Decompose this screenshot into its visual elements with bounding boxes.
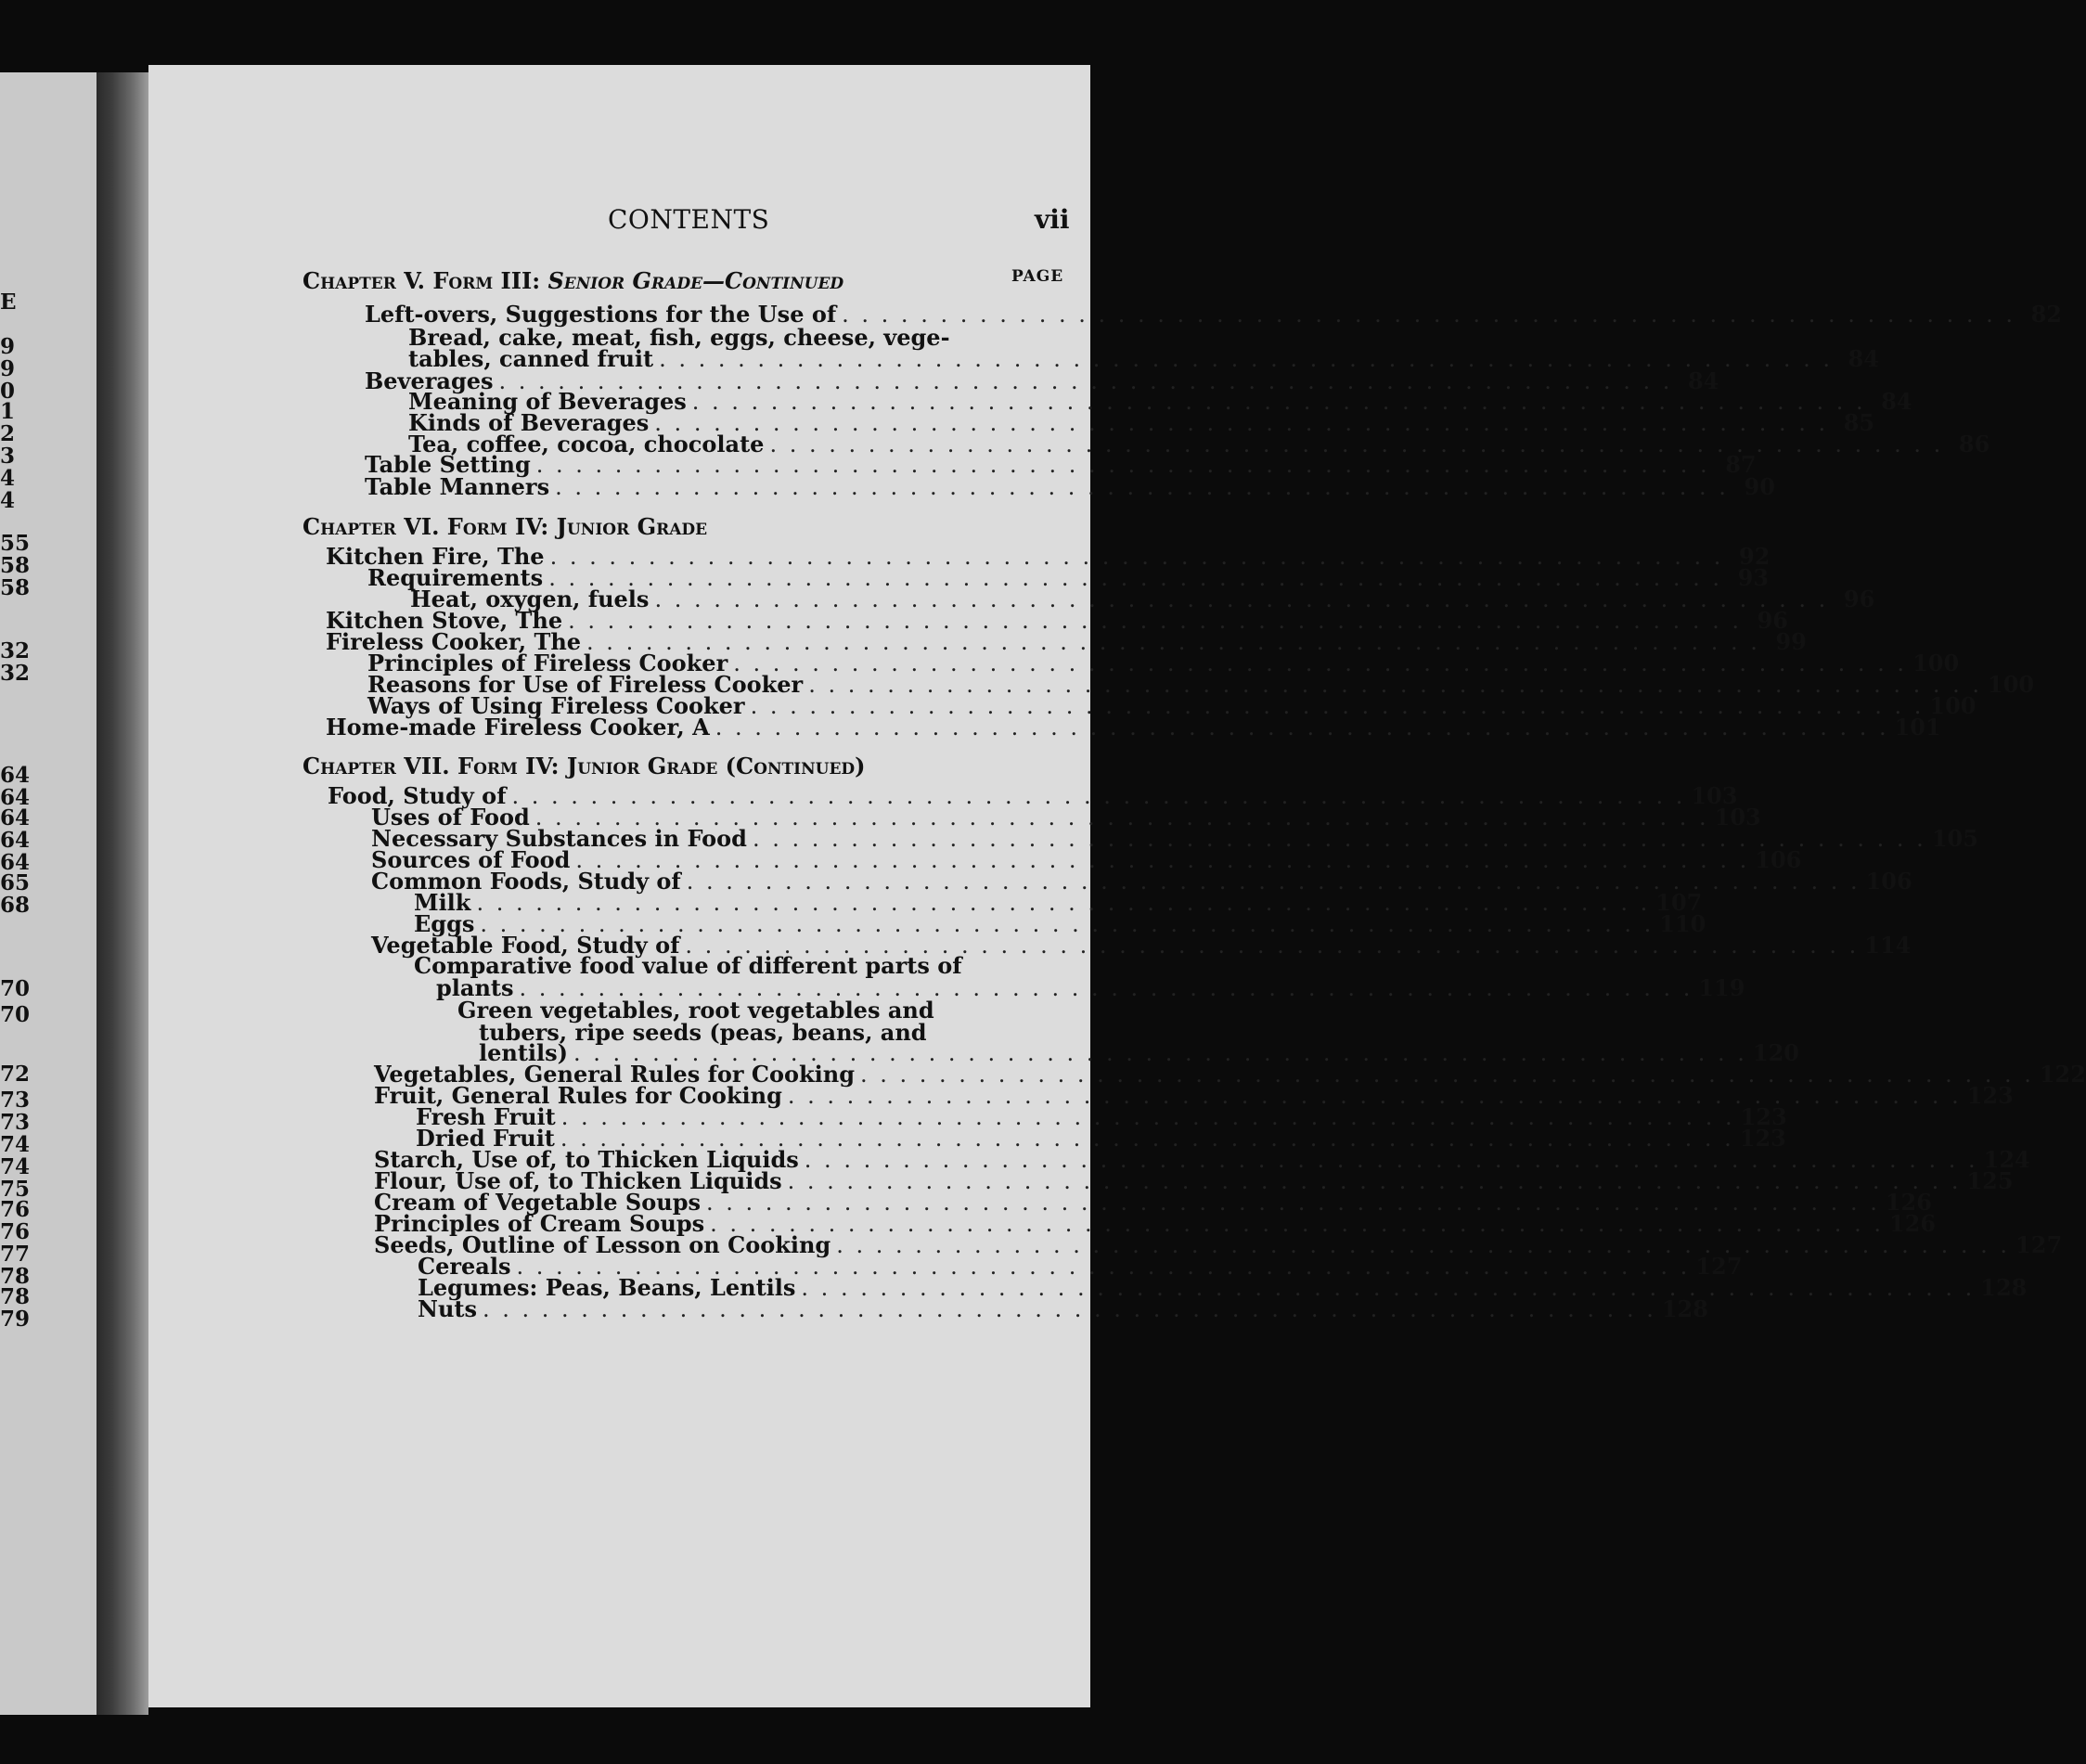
facing-page-number: 9 <box>0 334 16 359</box>
toc-page-number: 128 <box>1661 1295 1708 1322</box>
facing-page-number: 3 <box>0 444 16 469</box>
toc-page-number: 96 <box>1757 607 1788 634</box>
leader-dots: . . . . . . . . . . . . . . . . . . . . . . . . . . . . . . . . . . . . . . . . . . . . . . . . . . . . . . . . . . . . <box>482 1296 1656 1322</box>
facing-page-number: 64 <box>0 763 31 788</box>
toc-entry-title: Common Foods, Study of <box>371 868 681 895</box>
toc-entry-title: Necessary Substances in Food <box>371 825 747 852</box>
toc-entry-title: Reasons for Use of Fireless Cooker <box>367 671 804 698</box>
toc-entry-title: tables, canned fruit <box>408 345 654 372</box>
facing-page-number: 2 <box>0 421 16 446</box>
toc-page-number: 106 <box>1865 868 1912 895</box>
toc-entry-title: Vegetable Food, Study of <box>371 932 680 959</box>
leader-dots: . . . . . . . . . . . . . . . . . . . . . . . . . . . . . . . . . . . . . . . . . . . . . . . . . . . . . . . . . . . . <box>769 431 1944 457</box>
facing-page-number: 73 <box>0 1088 31 1113</box>
toc-page-number: 85 <box>1843 409 1875 436</box>
toc-entry-title: Principles of Cream Soups <box>374 1210 705 1237</box>
facing-page-number: 64 <box>0 828 31 853</box>
facing-page-number: 9 <box>0 356 16 381</box>
toc-entry-title: Kinds of Beverages <box>408 409 650 436</box>
leader-dots: . . . . . . . . . . . . . . . . . . . . . . . . . . . . . . . . . . . . . . . . . . . . . . . . . . . . . . . . . . . . <box>549 544 1724 570</box>
toc-entry-title: Tea, coffee, cocoa, chocolate <box>408 431 765 457</box>
toc-entry-title: Nuts <box>418 1295 477 1322</box>
toc-page-number: 84 <box>1687 367 1719 394</box>
leader-dots: . . . . . . . . . . . . . . . . . . . . . . . . . . . . . . . . . . . . . . . . . . . . . . . . . . . . . . . . . . . . <box>685 933 1860 959</box>
leader-dots: . . . . . . . . . . . . . . . . . . . . . . . . . . . . . . . . . . . . . . . . . . . . . . . . . . . . . . . . . . . . <box>516 1254 1691 1280</box>
facing-page-number: 32 <box>0 661 31 686</box>
toc-page-number: 125 <box>1966 1167 2014 1194</box>
toc-page-number: 106 <box>1755 846 1802 873</box>
toc-entry-title: Flour, Use of, to Thicken Liquids <box>374 1167 782 1194</box>
facing-page-number: 70 <box>0 1002 31 1027</box>
facing-page-number: 76 <box>0 1219 31 1244</box>
leader-dots: . . . . . . . . . . . . . . . . . . . . . . . . . . . . . . . . . . . . . . . . . . . . . . . . . . . . . . . . . . . . <box>498 368 1673 394</box>
toc-page-number: 110 <box>1659 910 1706 937</box>
toc-page-number: 103 <box>1714 804 1761 830</box>
leader-dots: . . . . . . . . . . . . . . . . . . . . . . . . . . . . . . . . . . . . . . . . . . . . . . . . . . . . . . . . . . . . <box>568 608 1742 634</box>
facing-page-number: 76 <box>0 1197 31 1222</box>
facing-page-number: 78 <box>0 1264 31 1289</box>
toc-page-number: 84 <box>1848 345 1879 372</box>
toc-entry <box>326 714 1941 740</box>
toc-page-number: 114 <box>1864 932 1912 959</box>
leader-dots: . . . . . . . . . . . . . . . . . . . . . . . . . . . . . . . . . . . . . . . . . . . . . . . . . . . . . . . . . . . . <box>573 1040 1747 1066</box>
facing-page-number: 79 <box>0 1307 31 1332</box>
facing-page-number: 32 <box>0 638 31 663</box>
running-head-title: CONTENTS <box>608 204 770 235</box>
toc-entry <box>418 1295 1708 1322</box>
leader-dots: . . . . . . . . . . . . . . . . . . . . . . . . . . . . . . . . . . . . . . . . . . . . . . . . . . . . . . . . . . . . <box>787 1083 1962 1109</box>
facing-page-number: 70 <box>0 976 31 1001</box>
toc-entry-title: plants <box>436 974 514 1001</box>
toc-page-number: 90 <box>1744 473 1775 500</box>
toc-entry-title: Food, Study of <box>328 782 507 809</box>
leader-dots: . . . . . . . . . . . . . . . . . . . . . . . . . . . . . . . . . . . . . . . . . . . . . . . . . . . . . . . . . . . . <box>705 1190 1880 1216</box>
leader-dots: . . . . . . . . . . . . . . . . . . . . . . . . . . . . . . . . . . . . . . . . . . . . . . . . . . . . . . . . . . . . <box>659 346 1833 372</box>
toc-entry-title: Requirements <box>367 564 544 591</box>
toc-entry-continued: Comparative food value of different parts of <box>414 952 962 979</box>
toc-page-number: 93 <box>1737 564 1770 591</box>
toc-page-number: 92 <box>1739 543 1771 570</box>
toc-entry-title: Sources of Food <box>371 846 571 873</box>
leader-dots: . . . . . . . . . . . . . . . . . . . . . . . . . . . . . . . . . . . . . . . . . . . . . . . . . . . . . . . . . . . . <box>836 1232 2011 1258</box>
toc-entry-title: lentils) <box>479 1039 569 1066</box>
book-spine <box>97 72 148 1715</box>
toc-entry-title: Eggs <box>414 910 475 937</box>
leader-dots: . . . . . . . . . . . . . . . . . . . . . . . . . . . . . . . . . . . . . . . . . . . . . . . . . . . . . . . . . . . . <box>750 693 1925 719</box>
leader-dots: . . . . . . . . . . . . . . . . . . . . . . . . . . . . . . . . . . . . . . . . . . . . . . . . . . . . . . . . . . . . <box>575 847 1750 873</box>
leader-dots: . . . . . . . . . . . . . . . . . . . . . . . . . . . . . . . . . . . . . . . . . . . . . . . . . . . . . . . . . . . . <box>686 869 1861 895</box>
toc-page-number: 107 <box>1655 889 1703 916</box>
toc-entry-title: Table Setting <box>365 451 531 478</box>
facing-page-number: 75 <box>0 1177 31 1202</box>
facing-page-number: 68 <box>0 893 31 918</box>
toc-entry-title: Cereals <box>418 1253 511 1280</box>
toc-page-number: 128 <box>1980 1274 2028 1301</box>
leader-dots: . . . . . . . . . . . . . . . . . . . . . . . . . . . . . . . . . . . . . . . . . . . . . . . . . . . . . . . . . . . . <box>654 586 1829 612</box>
facing-page-number: 73 <box>0 1110 31 1135</box>
toc-entry-title: Beverages <box>365 367 494 394</box>
leader-dots: . . . . . . . . . . . . . . . . . . . . . . . . . . . . . . . . . . . . . . . . . . . . . . . . . . . . . . . . . . . . <box>715 715 1889 740</box>
leader-dots: . . . . . . . . . . . . . . . . . . . . . . . . . . . . . . . . . . . . . . . . . . . . . . . . . . . . . . . . . . . . <box>691 389 1866 415</box>
toc-entry <box>365 473 1775 500</box>
toc-page-number: 126 <box>1888 1210 1937 1237</box>
leader-dots: . . . . . . . . . . . . . . . . . . . . . . . . . . . . . . . . . . . . . . . . . . . . . . . . . . . . . . . . . . . . <box>654 410 1829 436</box>
toc-entry-title: Meaning of Beverages <box>408 388 687 415</box>
toc-entry-title: Cream of Vegetable Soups <box>374 1189 701 1216</box>
toc-entry-title: Legumes: Peas, Beans, Lentils <box>418 1274 796 1301</box>
toc-page-number: 127 <box>1695 1253 1743 1280</box>
toc-page-number: 96 <box>1843 586 1875 612</box>
leader-dots: . . . . . . . . . . . . . . . . . . . . . . . . . . . . . . . . . . . . . . . . . . . . . . . . . . . . . . . . . . . . <box>480 911 1655 937</box>
leader-dots: . . . . . . . . . . . . . . . . . . . . . . . . . . . . . . . . . . . . . . . . . . . . . . . . . . . . . . . . . . . . <box>555 474 1729 500</box>
leader-dots: . . . . . . . . . . . . . . . . . . . . . . . . . . . . . . . . . . . . . . . . . . . . . . . . . . . . . . . . . . . . <box>752 826 1926 852</box>
toc-page-number: 100 <box>1988 671 2035 698</box>
running-head-page-number: vii <box>1035 204 1070 235</box>
leader-dots: . . . . . . . . . . . . . . . . . . . . . . . . . . . . . . . . . . . . . . . . . . . . . . . . . . . . . . . . . . . . <box>801 1275 1976 1301</box>
leader-dots: . . . . . . . . . . . . . . . . . . . . . . . . . . . . . . . . . . . . . . . . . . . . . . . . . . . . . . . . . . . . <box>586 629 1760 655</box>
toc-entry-title: Kitchen Fire, The <box>326 543 545 570</box>
toc-entry-continued: tubers, ripe seeds (peas, beans, and <box>479 1019 927 1046</box>
page-column-label: PAGE <box>1011 267 1064 286</box>
toc-page-number: 123 <box>1740 1103 1787 1130</box>
toc-page-number: 127 <box>2015 1231 2063 1258</box>
toc-entry-title: Dried Fruit <box>416 1125 555 1152</box>
facing-page-number: 0 <box>0 379 16 404</box>
toc-page-number: 103 <box>1691 782 1738 809</box>
chapter-heading-vii: Chapter VII. Form IV: Junior Grade (Continued) <box>303 753 866 779</box>
leader-dots: . . . . . . . . . . . . . . . . . . . . . . . . . . . . . . . . . . . . . . . . . . . . . . . . . . . . . . . . . . . . <box>804 1147 1978 1173</box>
facing-page-number: 64 <box>0 785 31 810</box>
toc-entry-title: Table Manners <box>365 473 550 500</box>
leader-dots: . . . . . . . . . . . . . . . . . . . . . . . . . . . . . . . . . . . . . . . . . . . . . . . . . . . . . . . . . . . . <box>548 565 1723 591</box>
toc-page-number: 124 <box>1983 1146 2030 1173</box>
facing-page-number: 55 <box>0 531 31 556</box>
toc-page-number: 120 <box>1752 1039 1799 1066</box>
facing-page-number: 78 <box>0 1284 31 1309</box>
leader-dots: . . . . . . . . . . . . . . . . . . . . . . . . . . . . . . . . . . . . . . . . . . . . . . . . . . . . . . . . . . . . <box>860 1062 2034 1088</box>
leader-dots: . . . . . . . . . . . . . . . . . . . . . . . . . . . . . . . . . . . . . . . . . . . . . . . . . . . . . . . . . . . . <box>808 672 1983 698</box>
toc-entry-title: Milk <box>414 889 471 916</box>
leader-dots: . . . . . . . . . . . . . . . . . . . . . . . . . . . . . . . . . . . . . . . . . . . . . . . . . . . . . . . . . . . . <box>710 1211 1884 1237</box>
facing-page-number: 77 <box>0 1242 31 1267</box>
toc-page-number: 126 <box>1885 1189 1932 1216</box>
facing-page-number: 4 <box>0 466 16 491</box>
toc-page-number: 100 <box>1929 692 1977 719</box>
toc-page-number: 84 <box>1881 388 1912 415</box>
toc-entry-continued: Bread, cake, meat, fish, eggs, cheese, vege- <box>408 324 950 351</box>
chapter-heading-vi: Chapter VI. Form IV: Junior Grade <box>303 513 708 540</box>
leader-dots: . . . . . . . . . . . . . . . . . . . . . . . . . . . . . . . . . . . . . . . . . . . . . . . . . . . . . . . . . . . . <box>535 452 1710 478</box>
leader-dots: . . . . . . . . . . . . . . . . . . . . . . . . . . . . . . . . . . . . . . . . . . . . . . . . . . . . . . . . . . . . <box>842 302 2015 328</box>
facing-page-number: 64 <box>0 850 31 875</box>
facing-page-number: 74 <box>0 1132 31 1157</box>
facing-page-edge <box>0 72 104 1715</box>
toc-entry-title: Principles of Fireless Cooker <box>367 650 728 676</box>
toc-page-number: 86 <box>1958 431 1990 457</box>
toc-entry-title: Ways of Using Fireless Cooker <box>367 692 745 719</box>
leader-dots: . . . . . . . . . . . . . . . . . . . . . . . . . . . . . . . . . . . . . . . . . . . . . . . . . . . . . . . . . . . . <box>476 890 1651 916</box>
leader-dots: . . . . . . . . . . . . . . . . . . . . . . . . . . . . . . . . . . . . . . . . . . . . . . . . . . . . . . . . . . . . <box>534 805 1709 830</box>
toc-page-number: 119 <box>1698 974 1745 1001</box>
toc-page-number: 101 <box>1894 714 1941 740</box>
facing-page-number: 65 <box>0 870 31 895</box>
toc-entry-title: Left-overs, Suggestions for the Use of <box>365 301 837 328</box>
leader-dots: . . . . . . . . . . . . . . . . . . . . . . . . . . . . . . . . . . . . . . . . . . . . . . . . . . . . . . . . . . . . <box>511 783 1686 809</box>
facing-page-number: 58 <box>0 575 31 600</box>
toc-entry-title: Seeds, Outline of Lesson on Cooking <box>374 1231 831 1258</box>
facing-page-number: 74 <box>0 1154 31 1179</box>
toc-page-number: 122 <box>2039 1061 2086 1088</box>
toc-entry-title: Fruit, General Rules for Cooking <box>374 1082 782 1109</box>
contents-page <box>148 65 2086 1707</box>
chapter-heading-v: Chapter V. Form III: Senior Grade—Continued <box>303 267 844 294</box>
toc-entry-continued: Green vegetables, root vegetables and <box>457 997 934 1024</box>
leader-dots: . . . . . . . . . . . . . . . . . . . . . . . . . . . . . . . . . . . . . . . . . . . . . . . . . . . . . . . . . . . . <box>519 975 1693 1001</box>
leader-dots: . . . . . . . . . . . . . . . . . . . . . . . . . . . . . . . . . . . . . . . . . . . . . . . . . . . . . . . . . . . . <box>733 650 1908 676</box>
toc-page-number: 123 <box>1966 1082 2014 1109</box>
toc-page-number: 99 <box>1775 628 1807 655</box>
facing-page-number: 72 <box>0 1062 31 1087</box>
toc-page-number: 105 <box>1931 825 1978 852</box>
toc-entry-title: Heat, oxygen, fuels <box>410 586 650 612</box>
toc-page-number: 123 <box>1739 1125 1786 1152</box>
toc-entry-title: Fireless Cooker, The <box>326 628 582 655</box>
toc-entry-title: Kitchen Stove, The <box>326 607 563 634</box>
toc-entry-title: Vegetables, General Rules for Cooking <box>374 1061 855 1088</box>
facing-page-number: 64 <box>0 805 31 830</box>
facing-page-letter: E <box>0 290 17 315</box>
toc-entry-title: Uses of Food <box>371 804 530 830</box>
facing-page-number: 58 <box>0 553 31 578</box>
leader-dots: . . . . . . . . . . . . . . . . . . . . . . . . . . . . . . . . . . . . . . . . . . . . . . . . . . . . . . . . . . . . <box>787 1168 1962 1194</box>
facing-page-number: 1 <box>0 399 16 424</box>
toc-entry-title: Home-made Fireless Cooker, A <box>326 714 710 740</box>
toc-page-number: 87 <box>1725 451 1757 478</box>
toc-entry-title: Fresh Fruit <box>416 1103 556 1130</box>
leader-dots: . . . . . . . . . . . . . . . . . . . . . . . . . . . . . . . . . . . . . . . . . . . . . . . . . . . . . . . . . . . . <box>560 1104 1735 1130</box>
toc-entry-title: Starch, Use of, to Thicken Liquids <box>374 1146 799 1173</box>
toc-page-number: 100 <box>1912 650 1960 676</box>
toc-page-number: 82 <box>2030 301 2062 328</box>
facing-page-number: 4 <box>0 488 16 513</box>
leader-dots: . . . . . . . . . . . . . . . . . . . . . . . . . . . . . . . . . . . . . . . . . . . . . . . . . . . . . . . . . . . . <box>560 1126 1734 1152</box>
